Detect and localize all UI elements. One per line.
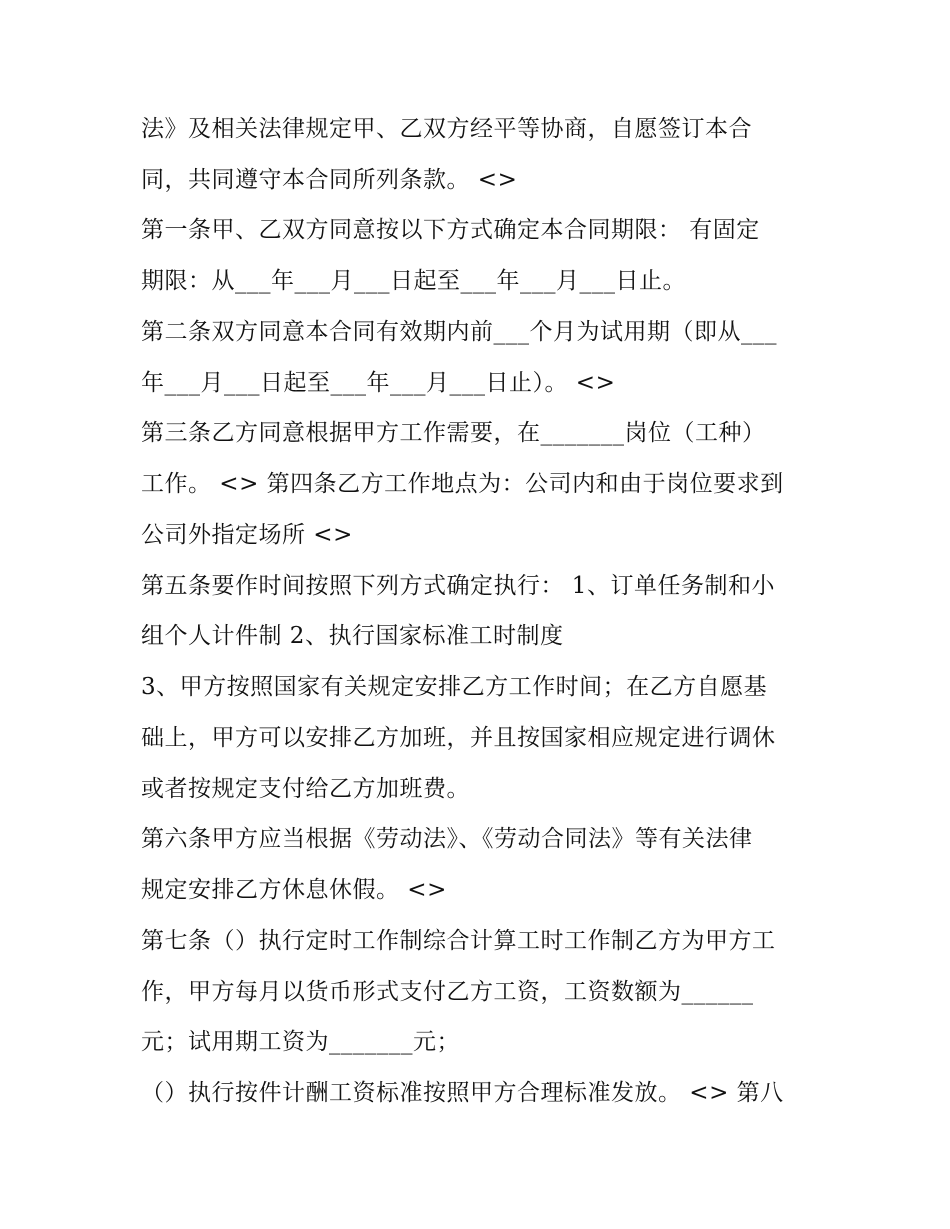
- text-line: 第二条双方同意本合同有效期内前___个月为试用期（即从___: [141, 319, 777, 345]
- text-line: 第六条甲方应当根据《劳动法》、《劳动合同法》等有关法律: [141, 826, 753, 852]
- text-line: 或者按规定支付给乙方加班费。: [141, 776, 470, 802]
- text-line: 法》及相关法律规定甲、乙双方经平等协商，自愿签订本合: [141, 116, 752, 142]
- text-line: 元；试用期工资为_______元；: [141, 1029, 460, 1055]
- text-line: 同，共同遵守本合同所列条款。 <>: [141, 167, 518, 193]
- text-line: 础上，甲方可以安排乙方加班，并且按国家相应规定进行调休: [141, 725, 776, 751]
- text-line: 公司外指定场所 <>: [141, 522, 353, 548]
- text-line: 工作。 <> 第四条乙方工作地点为：公司内和由于岗位要求到: [141, 471, 784, 497]
- text-line: 第五条要作时间按照下列方式确定执行： 1、订单任务制和小: [141, 573, 775, 599]
- text-line: （）执行按件计酬工资标准按照甲方合理标准发放。 <> 第八: [141, 1080, 784, 1106]
- text-line: 组个人计件制 2、执行国家标准工时制度: [141, 623, 564, 649]
- text-line: 作，甲方每月以货币形式支付乙方工资，工资数额为______: [141, 979, 754, 1005]
- text-line: 第三条乙方同意根据甲方工作需要，在_______岗位（工种）: [141, 420, 766, 446]
- text-line: 规定安排乙方休息休假。 <>: [141, 877, 447, 903]
- text-line: 年___月___日起至___年___月___日止）。 <>: [141, 370, 616, 396]
- text-line: 第七条（）执行定时工作制综合计算工时工作制乙方为甲方工: [141, 928, 776, 954]
- text-line: 第一条甲、乙双方同意按以下方式确定本合同期限： 有固定: [141, 217, 760, 243]
- text-line: 3、甲方按照国家有关规定安排乙方工作时间；在乙方自愿基: [141, 674, 768, 700]
- text-line: 期限：从___年___月___日起至___年___月___日止。: [141, 268, 686, 294]
